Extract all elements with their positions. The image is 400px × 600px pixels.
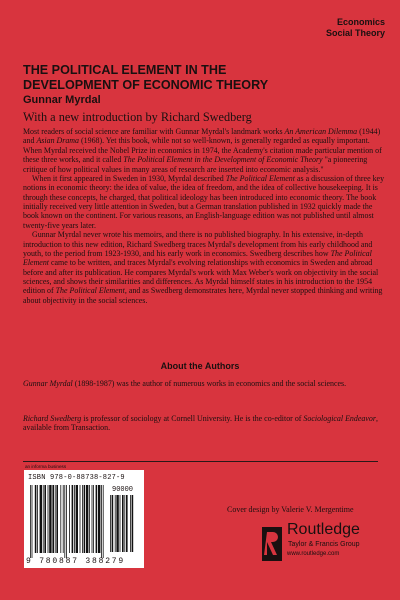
description-paragraph: Most readers of social science are familiar with Gunnar Myrdal's landmark works An American Dilemma (1944) and Asian Drama (1968). Yet this book, while not so well-known, is generally regarded as equally important. When Myrdal received the Nobel Prize in economics in 1974, the Academy's citation made particular mention of these three works, and it called The Political Element in the Development of Economic Theory "a pioneering critique of how political values in many areas of research are inserted into economic analysis." <box>23 127 382 174</box>
description-paragraph: When it first appeared in Sweden in 1930, Myrdal described The Political Element as a discussion of three key notions in economic theory: the idea of value, the idea of freedom, and the idea of collective housekeeping. It is through these concepts, he charged, that political ideology has been introduced into economic theory. The book initially received very little attention in Sweden, but a German translation published in 1932 quickly made the book known on the continent. For various reasons, an English-language edition was not published until almost twenty-five years later. <box>23 173 385 230</box>
barcode <box>24 470 144 568</box>
about-authors-heading: About the Authors <box>160 361 240 371</box>
footer-divider <box>23 461 378 462</box>
book-author: Gunnar Myrdal <box>23 94 101 106</box>
book-title <box>23 63 383 93</box>
category-social-theory: Social Theory <box>325 28 385 38</box>
publisher-group: Taylor & Francis Group <box>288 541 360 548</box>
routledge-logo-icon <box>262 527 282 561</box>
isbn-text: ISBN 978-0-88738-827-9 <box>28 474 125 482</box>
barcode-bars <box>30 485 106 558</box>
price-code: 90000 <box>112 486 134 494</box>
introduction-credit: With a new introduction by Richard Swedberg <box>23 110 252 124</box>
author-bio-myrdal: Gunnar Myrdal (1898-1987) was the author of numerous works in economics and the social sciences. <box>23 379 347 388</box>
title-line-1: THE POLITICAL ELEMENT IN THE <box>23 63 227 77</box>
publisher-name: Routledge <box>287 521 360 538</box>
description-body <box>23 127 385 305</box>
barcode-addon-bars <box>110 495 138 557</box>
subject-category <box>326 17 385 39</box>
publisher-website: www.routledge.com <box>287 551 340 557</box>
category-economics: Economics <box>336 17 385 27</box>
ean-number: 9 780887 388279 <box>26 557 126 566</box>
title-line-2: DEVELOPMENT OF ECONOMIC THEORY <box>23 78 269 92</box>
author-bio-swedberg: Richard Swedberg is professor of sociology at Cornell University. He is the co-editor of Sociological Endeavor, available from Transaction. <box>23 414 378 433</box>
informa-tagline: an informa business <box>25 464 67 469</box>
description-paragraph: Gunnar Myrdal never wrote his memoirs, and there is no published biography. In his extensive, in-depth introduction to this new edition, Richard Swedberg traces Myrdal's development from his early childhood and youth, to the period from 1923-1930, and his early work in economics. Swedberg describes how The Political Element came to be written, and traces Myrdal's evolving relationships with economics in Sweden and abroad before and after its publication. He compares Myrdal's work with Max Weber's work on objectivity in the social sciences, and shows their similarities and differences. As Myrdal himself states in his introduction to the 1954 edition of The Political Element, and as Swedberg demonstrates here, Myrdal never stopped thinking and writing about objectivity in the social sciences. <box>23 230 383 305</box>
cover-design-credit: Cover design by Valerie V. Mergentime <box>227 505 354 514</box>
